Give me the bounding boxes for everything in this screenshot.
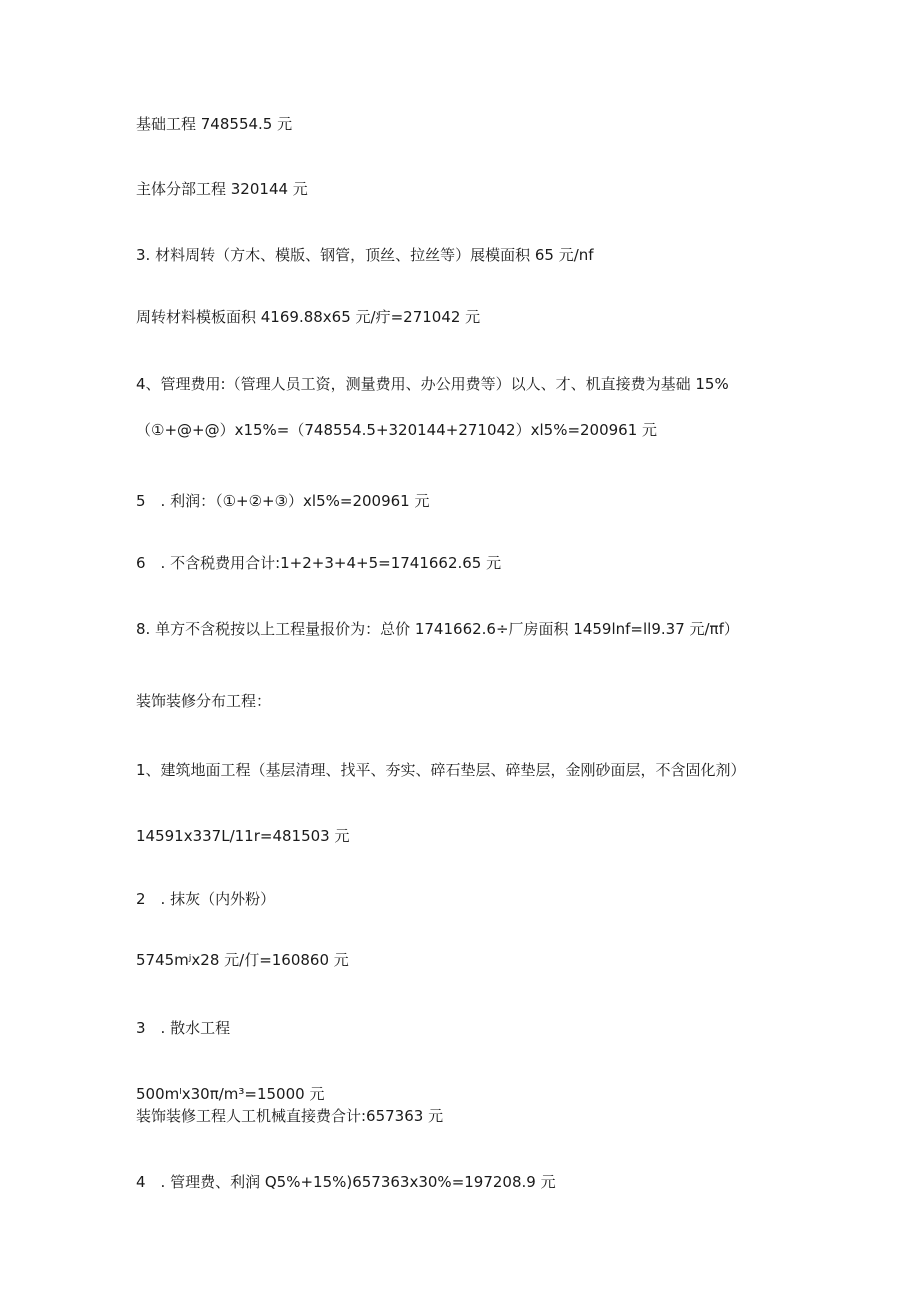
- text-line-apron-works: 3 . 散水工程: [136, 1019, 231, 1037]
- text-line-decoration-total: 装饰装修工程人工机械直接费合计:657363 元: [136, 1107, 444, 1125]
- text-line-foundation: 基础工程 748554.5 元: [136, 115, 293, 133]
- text-line-formwork-area: 周转材料模板面积 4169.88x65 元/疔=271042 元: [136, 308, 481, 326]
- text-line-floor-formula: 14591x337L/11r=481503 元: [136, 827, 350, 845]
- text-line-management-profit: 4 . 管理费、利润 Q5%+15%)657363x30%=197208.9 元: [136, 1173, 556, 1191]
- text-line-main-structure: 主体分部工程 320144 元: [136, 180, 308, 198]
- text-line-apron-formula: 500mˡx30π/m³=15000 元: [136, 1085, 325, 1103]
- text-line-floor-works: 1、建筑地面工程（基层清理、找平、夯实、碎石垫层、碎垫层，金刚砂面层，不含固化剂）: [136, 761, 746, 779]
- text-line-profit: 5 . 利润：（①+②+③）xl5%=200961 元: [136, 492, 430, 510]
- text-line-management-fee: 4、管理费用:（管理人员工资，测量费用、办公用费等）以人、才、机直接费为基础 15%: [136, 375, 729, 393]
- text-line-plastering: 2 . 抹灰（内外粉）: [136, 890, 276, 908]
- text-line-pretax-total: 6 . 不含税费用合计:1+2+3+4+5=1741662.65 元: [136, 554, 502, 572]
- text-line-management-formula: （①+@+@）x15%=（748554.5+320144+271042）xl5%=200961 元: [136, 421, 658, 439]
- text-line-material-turnover: 3. 材料周转（方木、模版、钢管，顶丝、拉丝等）展模面积 65 元/nf: [136, 246, 594, 264]
- section-heading-decoration: 装饰装修分布工程：: [136, 692, 272, 710]
- text-line-unit-price: 8. 单方不含税按以上工程量报价为：总价 1741662.6÷厂房面积 1459lnf=ll9.37 元/πf）: [136, 620, 739, 638]
- text-line-plastering-formula: 5745mʲx28 元/仃=160860 元: [136, 951, 349, 969]
